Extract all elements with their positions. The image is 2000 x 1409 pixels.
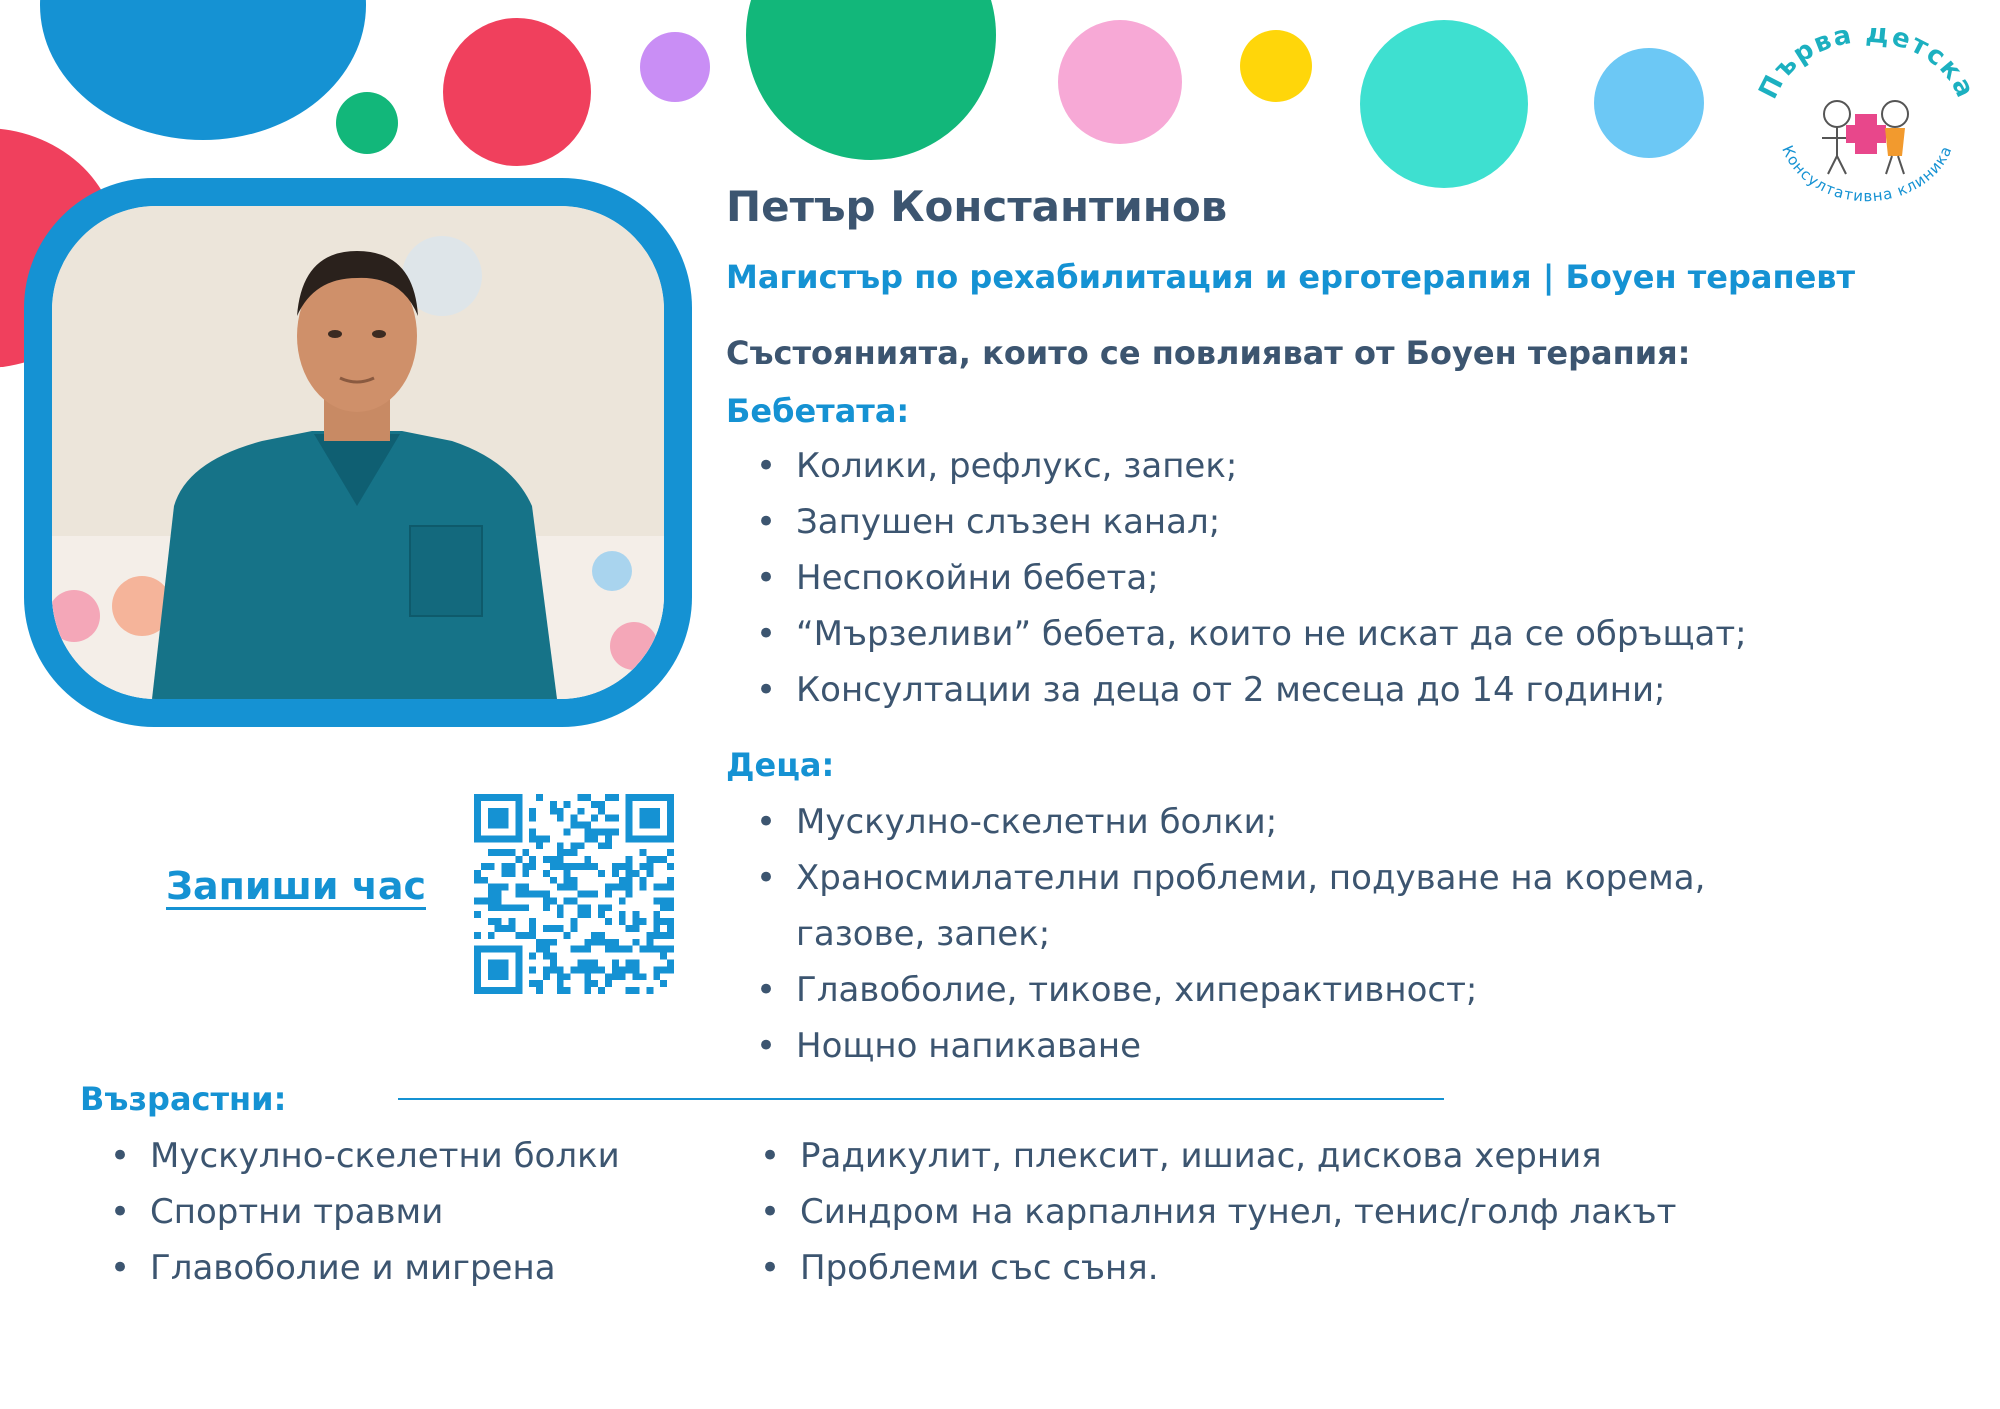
list-item: • Запушен слъзен канал; [796, 494, 1747, 550]
list-item: • Главоболие, тикове, хиперактивност; [796, 962, 1705, 1018]
section-divider [398, 1098, 1444, 1100]
decor-circle-teal [1360, 20, 1528, 188]
conditions-heading: Състоянията, които се повлияват от Боуен терапия: [726, 334, 1691, 372]
list-item: • Колики, рефлукс, запек; [796, 438, 1747, 494]
list-item: • Проблеми със съня. [800, 1240, 1676, 1296]
decor-circle-green-small [336, 92, 398, 154]
doctor-name: Петър Константинов [726, 182, 1228, 231]
list-item: • Главоболие и мигрена [150, 1240, 620, 1296]
decor-circle-pink [1058, 20, 1182, 144]
list-item: • Мускулно-скелетни болки; [796, 794, 1705, 850]
book-appointment-link[interactable]: Запиши час [166, 864, 426, 908]
babies-list [756, 438, 1747, 718]
decor-circle-purple [640, 32, 710, 102]
children-list [756, 794, 1705, 1074]
list-item: • “Мързеливи” бебета, които не искат да се обръщат; [796, 606, 1747, 662]
babies-heading: Бебетата: [726, 392, 910, 430]
doctor-photo [52, 206, 664, 699]
children-heading: Деца: [726, 746, 835, 784]
decor-circle-yellow [1240, 30, 1312, 102]
svg-text:Първа Детска: Първа Детска [1753, 28, 1981, 104]
svg-text:Консултативна клиника: Консултативна клиника [1778, 142, 1956, 206]
list-item: • Неспокойни бебета; [796, 550, 1747, 606]
decor-circle-red [443, 18, 591, 166]
list-item: • Консултации за деца от 2 месеца до 14 години; [796, 662, 1747, 718]
list-item [796, 850, 1705, 962]
clinic-logo [1752, 28, 1982, 228]
list-item: • Спортни травми [150, 1184, 620, 1240]
decor-circle-lightblue [1594, 48, 1704, 158]
adults-heading: Възрастни: [80, 1080, 287, 1118]
list-item-line: Храносмилателни проблеми, подуване на корема, [796, 858, 1706, 898]
adults-list-left [110, 1128, 620, 1296]
decor-circle-green-large [746, 0, 996, 160]
adults-list-right [760, 1128, 1676, 1296]
list-item: • Нощно напикаване [796, 1018, 1705, 1074]
doctor-photo-frame [24, 178, 692, 727]
list-item: • Синдром на карпалния тунел, тенис/голф лакът [800, 1184, 1676, 1240]
doctor-title: Магистър по рехабилитация и ерготерапия | Боуен терапевт [726, 258, 1856, 296]
list-item: • Мускулно-скелетни болки [150, 1128, 620, 1184]
list-item-line: газове, запек; [796, 914, 1051, 954]
list-item: • Радикулит, плексит, ишиас, дискова херния [800, 1128, 1676, 1184]
qr-code[interactable] [474, 794, 674, 994]
decor-circle-blue-large [40, 0, 366, 140]
